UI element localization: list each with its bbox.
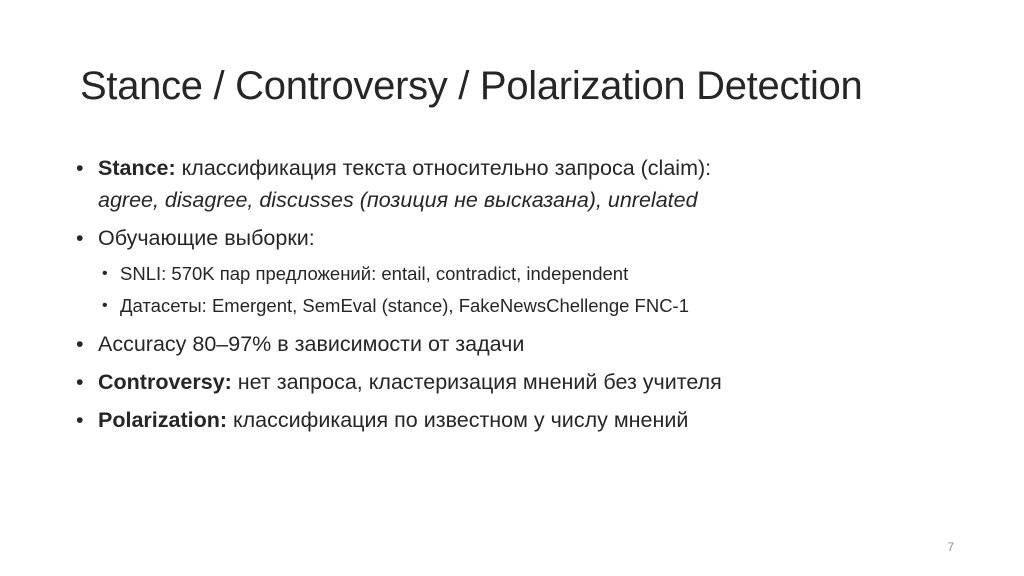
bullet-term: Controversy: bbox=[98, 370, 232, 394]
sub-bullet-item-datasets bbox=[76, 292, 956, 320]
bullet-icon: • bbox=[76, 370, 84, 394]
sub-bullet-text: SNLI: 570K пар предложений: entail, contradict, independent bbox=[120, 263, 629, 284]
bullet-text: Обучающие выборки: bbox=[98, 226, 315, 250]
bullet-item-datasets bbox=[76, 222, 956, 254]
bullet-item-controversy bbox=[76, 366, 956, 398]
sub-bullet-icon: • bbox=[102, 297, 108, 314]
bullet-item-stance bbox=[76, 152, 956, 216]
bullet-icon: • bbox=[76, 408, 84, 432]
bullet-text: Accuracy 80–97% в зависимости от задачи bbox=[98, 332, 525, 356]
bullet-icon: • bbox=[76, 156, 84, 180]
slide-body bbox=[76, 152, 956, 442]
bullet-text: нет запроса, кластеризация мнений без учителя bbox=[231, 370, 722, 394]
bullet-icon: • bbox=[76, 332, 84, 356]
bullet-icon: • bbox=[76, 226, 84, 250]
bullet-term: Polarization: bbox=[98, 408, 228, 432]
page-number: 7 bbox=[947, 540, 954, 554]
bullet-text-line2: agree, disagree, discusses (позиция не высказана), unrelated bbox=[98, 188, 698, 212]
sub-bullet-text: Датасеты: Emergent, SemEval (stance), FakeNewsChellenge FNC-1 bbox=[120, 295, 690, 316]
bullet-text: классификация текста относительно запроса (claim): bbox=[175, 156, 712, 180]
sub-bullet-icon: • bbox=[102, 265, 108, 282]
bullet-term: Stance: bbox=[98, 156, 176, 180]
bullet-item-polarization bbox=[76, 404, 956, 436]
slide-title: Stance / Controversy / Polarization Detection bbox=[80, 64, 863, 108]
bullet-text: классификация по известном у числу мнений bbox=[227, 408, 689, 432]
sub-bullet-item-snli bbox=[76, 260, 956, 288]
bullet-item-accuracy bbox=[76, 328, 956, 360]
